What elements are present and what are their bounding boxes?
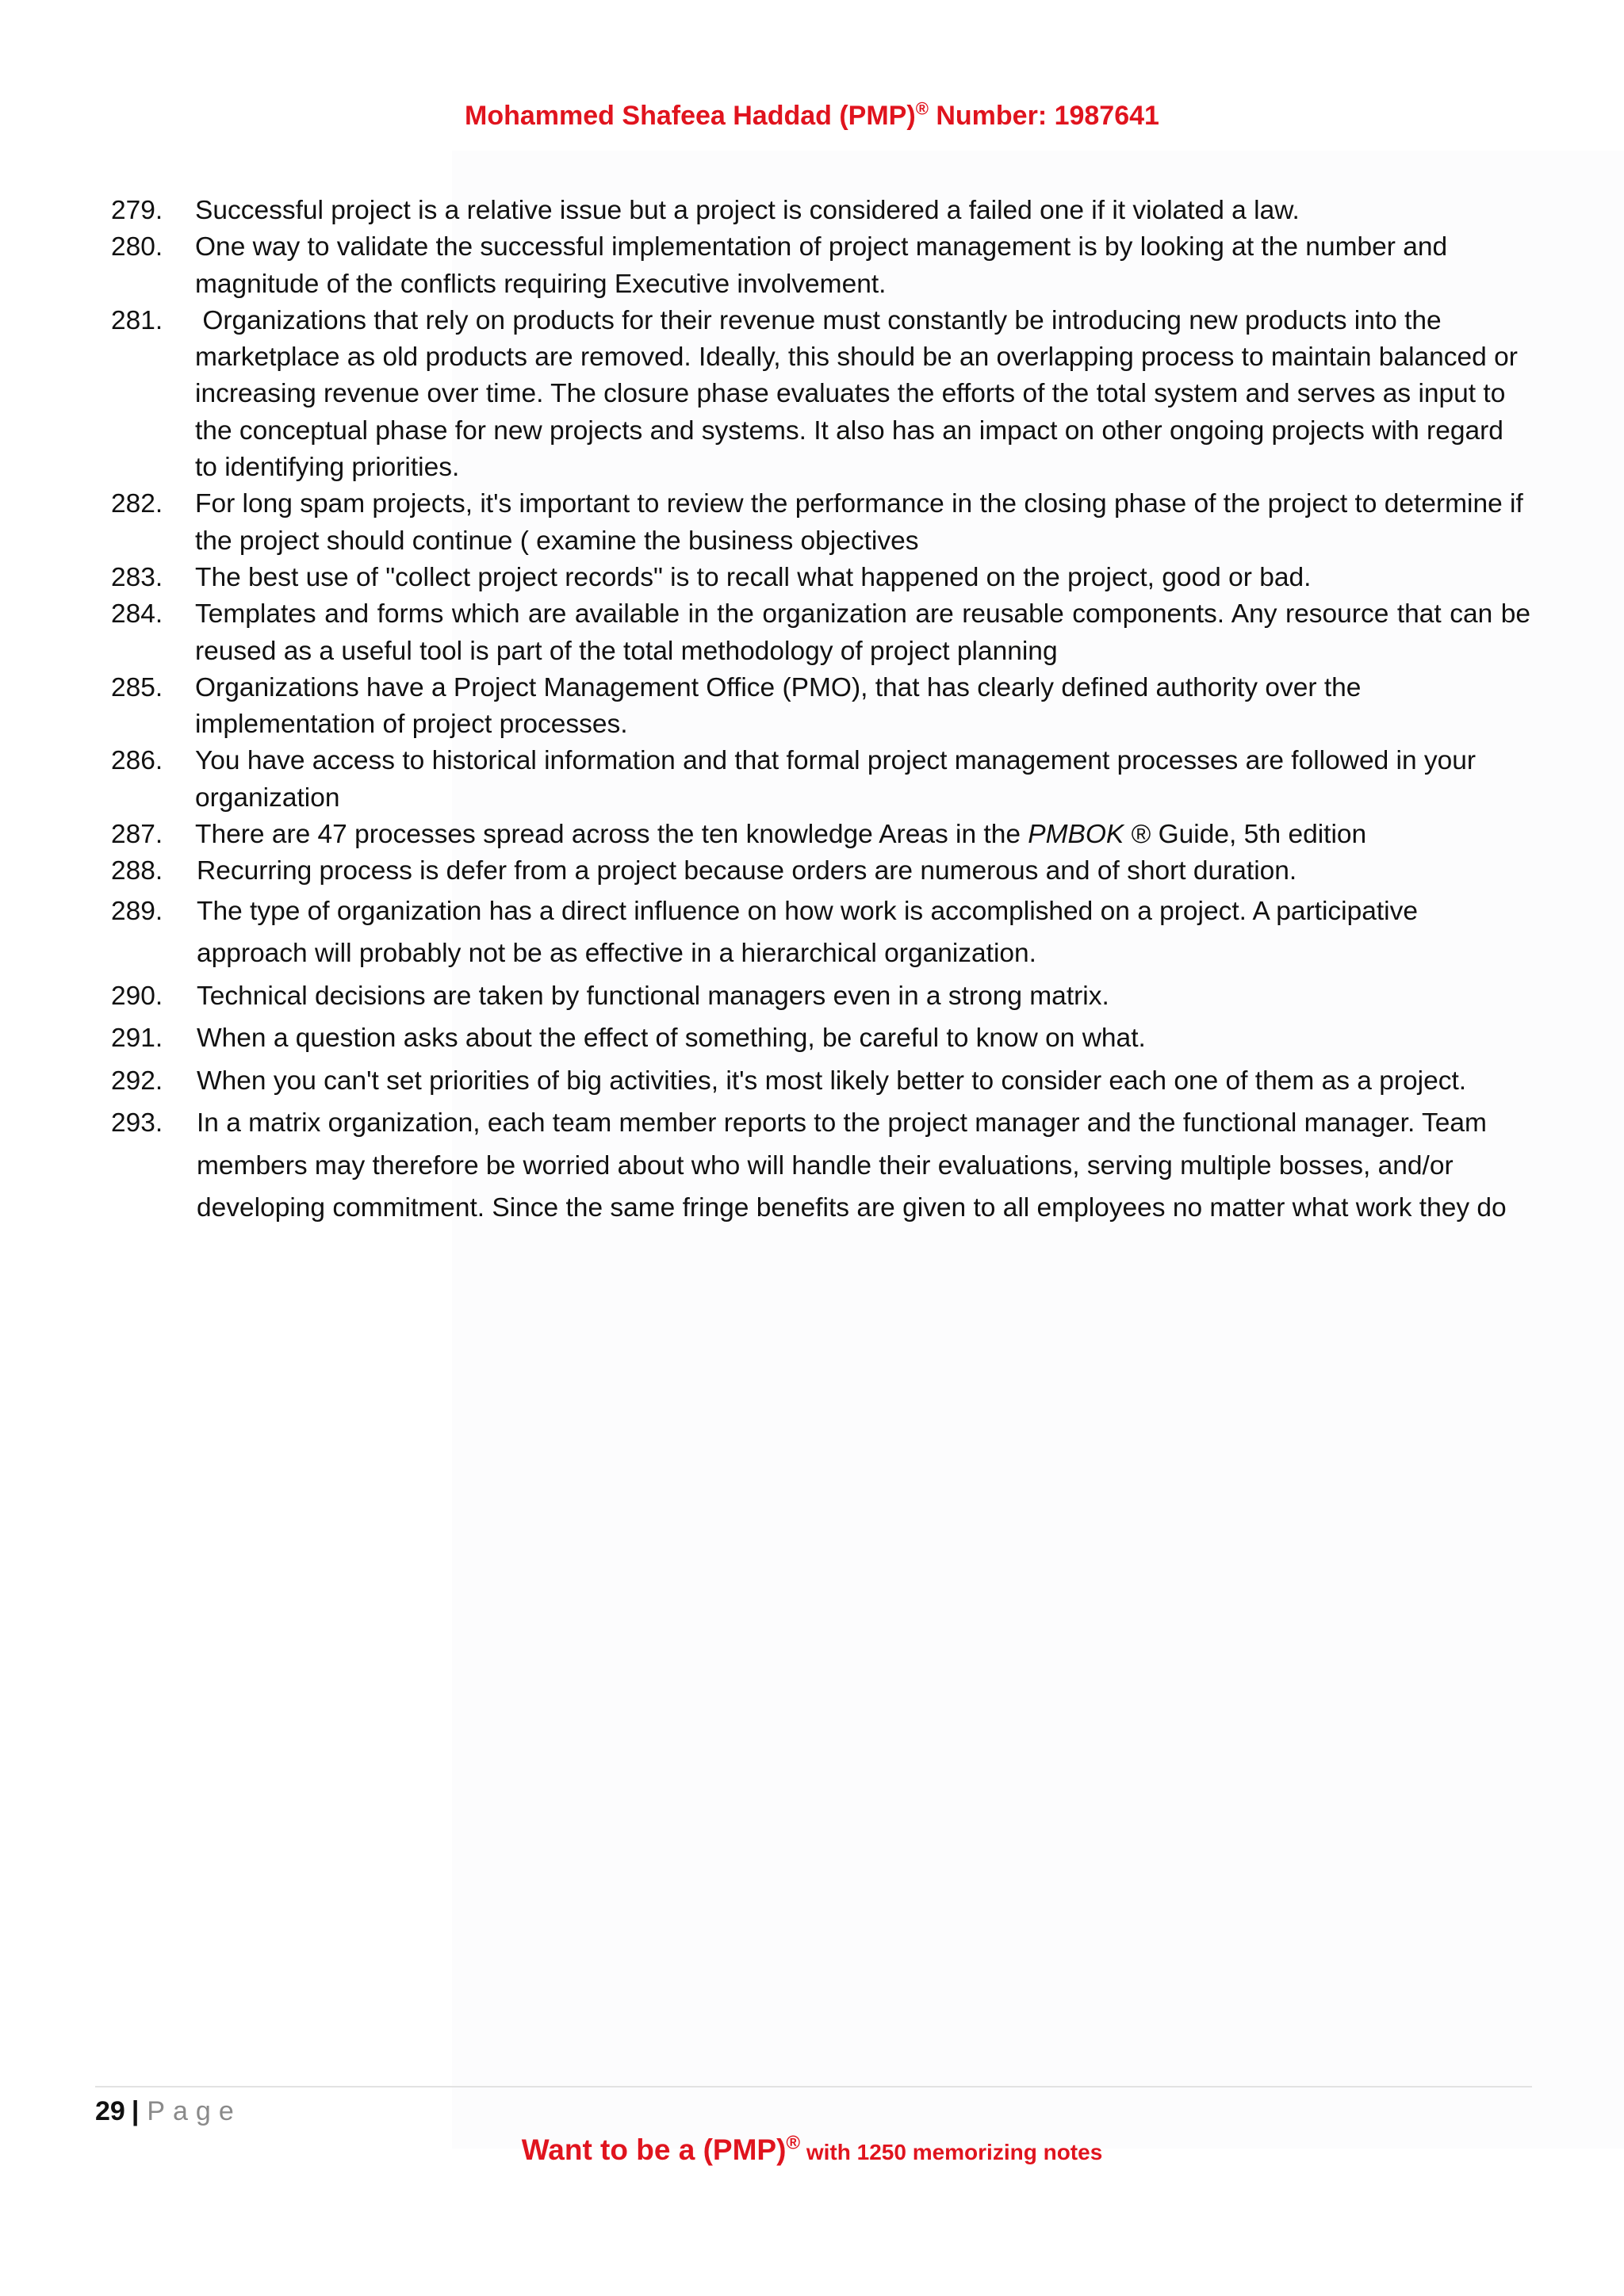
header-pmp-number: Number: 1987641: [928, 101, 1159, 131]
note-text-part: ® Guide, 5th edition: [1124, 820, 1367, 850]
note-item-286: [111, 743, 1530, 817]
note-item-291: [111, 1017, 1530, 1060]
note-number: 286.: [111, 746, 163, 776]
note-number: 292.: [111, 1066, 163, 1096]
notes-list: [111, 193, 1530, 1230]
note-item-280: [111, 229, 1530, 303]
note-number: 293.: [111, 1108, 163, 1138]
note-text: You have access to historical information and that formal project management processes are followed in your organization: [195, 746, 1477, 813]
pmbok-italic: PMBOK: [1028, 820, 1124, 850]
note-item-283: [111, 560, 1530, 596]
note-text: Templates and forms which are available in the organization are reusable components. Any resource that can be reused as a useful tool is part of the total methodology of project planning: [195, 599, 1530, 666]
note-item-293: [111, 1102, 1530, 1230]
note-item-287: [111, 817, 1530, 853]
footer-promo: [0, 2130, 1624, 2173]
page-number-separator: |: [131, 2096, 140, 2126]
note-text: In a matrix organization, each team member reports to the project manager and the functional manager. Team members may therefore be worried about who will handle their evaluations, serving multiple bosses, and/or developing commitment. Since the same fringe benefits are given to all employees no matter what work they do: [197, 1108, 1507, 1223]
note-number: 280.: [111, 232, 163, 262]
note-item-281: [111, 303, 1530, 486]
note-item-292: [111, 1060, 1530, 1103]
page-number: [95, 2093, 242, 2130]
note-number: 284.: [111, 599, 163, 629]
promo-main-text: Want to be a (PMP): [521, 2133, 787, 2166]
page-word: Page: [147, 2096, 242, 2126]
note-number: 281.: [111, 305, 163, 335]
note-text: When you can't set priorities of big activities, it's most likely better to consider each one of them as a project.: [197, 1066, 1467, 1096]
note-text: For long spam projects, it's important to review the performance in the closing phase of the project to determine if the project should continue ( examine the business objectives: [195, 489, 1523, 556]
note-number: 290.: [111, 981, 163, 1011]
footer-divider: [95, 2086, 1532, 2087]
note-number: 289.: [111, 896, 163, 926]
note-item-288: [111, 853, 1530, 890]
page-number-value: 29: [95, 2096, 125, 2126]
note-number: 282.: [111, 489, 163, 519]
page-header-title: [0, 95, 1624, 136]
note-item-290: [111, 975, 1530, 1018]
note-text: The best use of "collect project records" is to recall what happened on the project, good or bad.: [195, 562, 1312, 592]
note-text: Successful project is a relative issue but a project is considered a failed one if it violated a law.: [195, 196, 1300, 225]
note-number: 283.: [111, 562, 163, 592]
note-text: Technical decisions are taken by functional managers even in a strong matrix.: [197, 981, 1109, 1011]
note-number: 291.: [111, 1024, 163, 1054]
header-registered-mark: ®: [915, 98, 929, 119]
note-text: When a question asks about the effect of something, be careful to know on what.: [197, 1024, 1146, 1054]
note-text: Organizations have a Project Management Office (PMO), that has clearly defined authority over the implementation of project processes.: [195, 672, 1362, 740]
note-number: 285.: [111, 672, 163, 702]
note-number: 288.: [111, 856, 163, 886]
promo-small-text: with 1250 memorizing notes: [800, 2140, 1103, 2164]
note-item-284: [111, 596, 1530, 670]
note-text: Organizations that rely on products for their revenue must constantly be introducing new products into the marketplace as old products are removed. Ideally, this should be an overlapping process to maintain balanced or increasing revenue over time. The closure phase evaluates the efforts of the total system and serves as input to the conceptual phase for new projects and systems. It also has an impact on other ongoing projects with regard to identifying priorities.: [195, 305, 1526, 483]
note-item-279: [111, 193, 1530, 229]
note-text: Recurring process is defer from a project because orders are numerous and of short duration.: [197, 856, 1297, 886]
note-number: 287.: [111, 820, 163, 850]
note-text-part: There are 47 processes spread across the ten knowledge Areas in the: [195, 820, 1028, 850]
note-text: The type of organization has a direct influence on how work is accomplished on a project. A participative approach will probably not be as effective in a hierarchical organization.: [197, 896, 1419, 969]
note-text: One way to validate the successful implementation of project management is by looking at the number and magnitude of the conflicts requiring Executive involvement.: [195, 232, 1448, 299]
note-text: [195, 817, 1530, 853]
promo-registered-mark: ®: [786, 2132, 801, 2154]
note-number: 279.: [111, 196, 163, 225]
header-author-name: Mohammed Shafeea Haddad (PMP): [465, 101, 916, 131]
note-item-282: [111, 486, 1530, 560]
note-item-289: [111, 890, 1530, 975]
note-item-285: [111, 670, 1530, 744]
